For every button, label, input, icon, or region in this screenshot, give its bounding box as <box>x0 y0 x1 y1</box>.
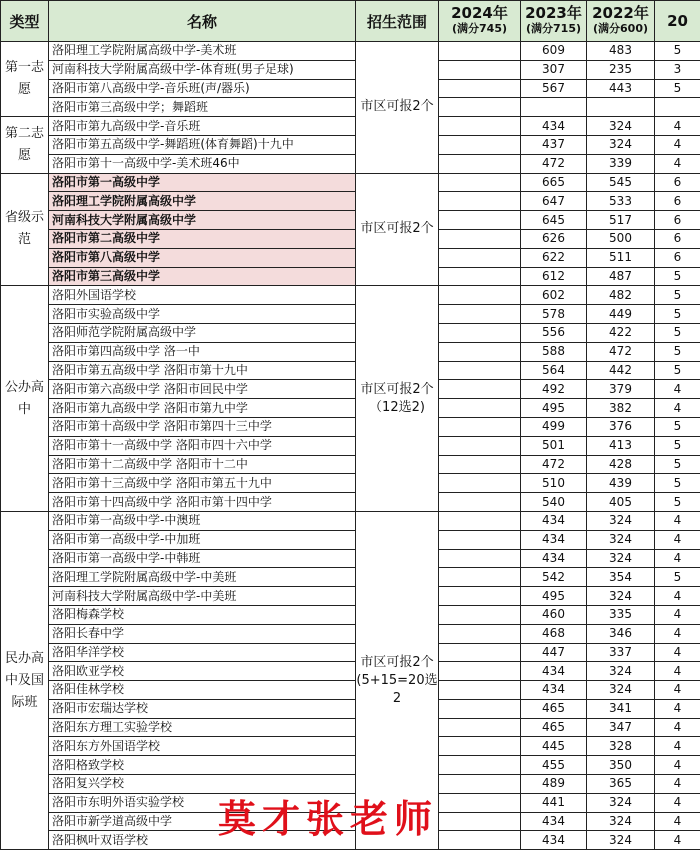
school-name: 洛阳市东明外语实验学校 <box>49 793 356 812</box>
table-row <box>1 380 700 399</box>
score-2024 <box>439 229 521 248</box>
score-2021: 5 <box>655 42 700 61</box>
score-2021: 5 <box>655 286 700 305</box>
table-row <box>1 756 700 775</box>
score-2024 <box>439 267 521 286</box>
header-2022 <box>587 1 655 42</box>
score-2022: 346 <box>587 624 655 643</box>
table-row <box>1 192 700 211</box>
header-name: 名称 <box>49 1 356 42</box>
score-2022: 483 <box>587 42 655 61</box>
header-2024 <box>439 1 521 42</box>
table-row <box>1 737 700 756</box>
watermark-text: 莫才张老师 <box>218 796 438 842</box>
score-2022: 324 <box>587 812 655 831</box>
score-2022: 339 <box>587 154 655 173</box>
score-2022: 405 <box>587 493 655 512</box>
table-row <box>1 399 700 418</box>
table-row <box>1 248 700 267</box>
school-name: 洛阳市新学道高级中学 <box>49 812 356 831</box>
score-2024 <box>439 718 521 737</box>
score-2023: 647 <box>521 192 587 211</box>
score-2024 <box>439 286 521 305</box>
score-2024 <box>439 60 521 79</box>
score-2024 <box>439 436 521 455</box>
table-row <box>1 79 700 98</box>
score-2023: 434 <box>521 511 587 530</box>
score-2022: 365 <box>587 775 655 794</box>
score-2022: 545 <box>587 173 655 192</box>
header-scope: 招生范围 <box>356 1 439 42</box>
score-2022: 328 <box>587 737 655 756</box>
school-name: 洛阳市第十三高级中学 洛阳市第五十九中 <box>49 474 356 493</box>
table-row <box>1 60 700 79</box>
score-2024 <box>439 511 521 530</box>
table-row <box>1 511 700 530</box>
score-2023: 307 <box>521 60 587 79</box>
score-2023: 578 <box>521 305 587 324</box>
score-2024 <box>439 812 521 831</box>
score-2024 <box>439 474 521 493</box>
school-name: 洛阳理工学院附属高级中学 <box>49 192 356 211</box>
score-2021: 4 <box>655 775 700 794</box>
score-2023: 609 <box>521 42 587 61</box>
score-2023: 447 <box>521 643 587 662</box>
school-name: 洛阳师范学院附属高级中学 <box>49 323 356 342</box>
header-2021-year: 20 <box>667 12 688 30</box>
score-2023: 434 <box>521 549 587 568</box>
school-name: 洛阳格致学校 <box>49 756 356 775</box>
score-2022: 337 <box>587 643 655 662</box>
school-name: 洛阳市第九高级中学-音乐班 <box>49 117 356 136</box>
school-name: 洛阳市宏瑞达学校 <box>49 699 356 718</box>
header-2024-year: 2024年 <box>451 4 508 22</box>
score-2024 <box>439 173 521 192</box>
table-row <box>1 624 700 643</box>
score-2021: 5 <box>655 342 700 361</box>
score-2021: 4 <box>655 812 700 831</box>
score-2023: 602 <box>521 286 587 305</box>
score-2022: 354 <box>587 568 655 587</box>
table-row <box>1 493 700 512</box>
score-2024 <box>439 624 521 643</box>
score-2022: 449 <box>587 305 655 324</box>
school-name: 洛阳市实验高级中学 <box>49 305 356 324</box>
score-2021: 4 <box>655 718 700 737</box>
school-name: 洛阳市第五高级中学 洛阳市第十九中 <box>49 361 356 380</box>
score-2022: 324 <box>587 681 655 700</box>
category-cell: 省级示范 <box>1 173 49 286</box>
table-row <box>1 455 700 474</box>
score-2023: 455 <box>521 756 587 775</box>
score-2022: 413 <box>587 436 655 455</box>
table-row <box>1 587 700 606</box>
table-row <box>1 718 700 737</box>
table-row <box>1 775 700 794</box>
header-2022-year: 2022年 <box>592 4 649 22</box>
score-2024 <box>439 587 521 606</box>
score-2022: 428 <box>587 455 655 474</box>
score-2022: 422 <box>587 323 655 342</box>
school-name: 洛阳外国语学校 <box>49 286 356 305</box>
score-2022: 341 <box>587 699 655 718</box>
score-2021: 4 <box>655 756 700 775</box>
score-2023: 434 <box>521 117 587 136</box>
scope-cell: 市区可报2个 <box>356 173 439 286</box>
table-row <box>1 154 700 173</box>
score-2024 <box>439 756 521 775</box>
score-2024 <box>439 831 521 850</box>
score-2022: 324 <box>587 530 655 549</box>
table-row <box>1 361 700 380</box>
score-2023: 499 <box>521 417 587 436</box>
score-2022: 347 <box>587 718 655 737</box>
score-2022: 482 <box>587 286 655 305</box>
score-2022: 487 <box>587 267 655 286</box>
score-2023: 465 <box>521 718 587 737</box>
score-2021: 5 <box>655 568 700 587</box>
score-2023: 564 <box>521 361 587 380</box>
school-name: 洛阳市第十四高级中学 洛阳市第十四中学 <box>49 493 356 512</box>
score-2021: 5 <box>655 493 700 512</box>
score-2021: 5 <box>655 417 700 436</box>
score-2022: 350 <box>587 756 655 775</box>
table-row <box>1 42 700 61</box>
score-2022: 442 <box>587 361 655 380</box>
table-row <box>1 267 700 286</box>
school-name: 洛阳欧亚学校 <box>49 662 356 681</box>
score-2021: 4 <box>655 154 700 173</box>
score-2024 <box>439 455 521 474</box>
category-cell: 第一志愿 <box>1 42 49 117</box>
school-name: 洛阳市第四高级中学 洛一中 <box>49 342 356 361</box>
score-2021: 3 <box>655 60 700 79</box>
score-2021: 4 <box>655 699 700 718</box>
score-2023: 612 <box>521 267 587 286</box>
score-2024 <box>439 530 521 549</box>
score-2021: 4 <box>655 530 700 549</box>
score-2023: 468 <box>521 624 587 643</box>
score-2024 <box>439 323 521 342</box>
table-row <box>1 286 700 305</box>
school-name: 洛阳华洋学校 <box>49 643 356 662</box>
score-2021: 4 <box>655 399 700 418</box>
score-2022: 335 <box>587 605 655 624</box>
table-row <box>1 662 700 681</box>
score-2022: 324 <box>587 587 655 606</box>
score-2023: 434 <box>521 662 587 681</box>
score-2024 <box>439 42 521 61</box>
header-2023-year: 2023年 <box>525 4 582 22</box>
score-2024 <box>439 248 521 267</box>
score-2023: 472 <box>521 455 587 474</box>
score-2024 <box>439 493 521 512</box>
category-cell: 第二志愿 <box>1 117 49 173</box>
score-2021: 4 <box>655 737 700 756</box>
score-2024 <box>439 79 521 98</box>
score-2023: 445 <box>521 737 587 756</box>
score-2024 <box>439 305 521 324</box>
score-2023: 492 <box>521 380 587 399</box>
score-2022: 324 <box>587 831 655 850</box>
table-row <box>1 568 700 587</box>
score-2024 <box>439 380 521 399</box>
table-row <box>1 681 700 700</box>
table-row <box>1 117 700 136</box>
school-name: 洛阳市第十一高级中学 洛阳市四十六中学 <box>49 436 356 455</box>
score-2023: 441 <box>521 793 587 812</box>
score-2024 <box>439 549 521 568</box>
score-2022: 382 <box>587 399 655 418</box>
score-2023: 472 <box>521 154 587 173</box>
score-2024 <box>439 98 521 117</box>
score-2023: 434 <box>521 812 587 831</box>
school-name: 洛阳理工学院附属高级中学-中美班 <box>49 568 356 587</box>
table-row <box>1 436 700 455</box>
school-name: 洛阳市第十一高级中学-美术班46中 <box>49 154 356 173</box>
score-2022: 235 <box>587 60 655 79</box>
score-2024 <box>439 793 521 812</box>
score-2024 <box>439 737 521 756</box>
score-2024 <box>439 192 521 211</box>
table-body <box>1 42 700 850</box>
score-2023: 460 <box>521 605 587 624</box>
school-name: 洛阳市第一高级中学-中韩班 <box>49 549 356 568</box>
score-2022: 324 <box>587 549 655 568</box>
score-2024 <box>439 681 521 700</box>
score-2024 <box>439 775 521 794</box>
header-2021 <box>655 1 700 42</box>
score-2023: 434 <box>521 530 587 549</box>
score-2021: 6 <box>655 211 700 230</box>
school-name: 洛阳市第十二高级中学 洛阳市十二中 <box>49 455 356 474</box>
score-2022: 379 <box>587 380 655 399</box>
score-2021: 4 <box>655 511 700 530</box>
school-name: 洛阳长春中学 <box>49 624 356 643</box>
score-2024 <box>439 342 521 361</box>
score-2021: 4 <box>655 793 700 812</box>
score-2021: 4 <box>655 605 700 624</box>
school-name: 洛阳东方外国语学校 <box>49 737 356 756</box>
score-2023: 626 <box>521 229 587 248</box>
table-row <box>1 342 700 361</box>
score-2023: 465 <box>521 699 587 718</box>
header-row <box>1 1 700 42</box>
school-name: 洛阳市第一高级中学-中澳班 <box>49 511 356 530</box>
school-name: 洛阳市第三高级中学；舞蹈班 <box>49 98 356 117</box>
score-2023: 542 <box>521 568 587 587</box>
score-2024 <box>439 135 521 154</box>
score-2023: 434 <box>521 681 587 700</box>
scope-cell: 市区可报2个 <box>356 42 439 174</box>
score-2021: 5 <box>655 305 700 324</box>
header-2022-max: (满分600) <box>587 21 654 36</box>
school-name: 洛阳市第六高级中学 洛阳市回民中学 <box>49 380 356 399</box>
score-2021: 6 <box>655 173 700 192</box>
table-row <box>1 211 700 230</box>
score-2021: 4 <box>655 831 700 850</box>
score-2022: 533 <box>587 192 655 211</box>
score-2024 <box>439 568 521 587</box>
score-2022: 472 <box>587 342 655 361</box>
score-2022: 324 <box>587 135 655 154</box>
header-2023 <box>521 1 587 42</box>
school-name: 河南科技大学附属高级中学-中美班 <box>49 587 356 606</box>
score-2023 <box>521 98 587 117</box>
score-2021: 4 <box>655 624 700 643</box>
score-2022: 511 <box>587 248 655 267</box>
score-2024 <box>439 643 521 662</box>
score-2022: 324 <box>587 511 655 530</box>
score-2022: 500 <box>587 229 655 248</box>
score-2023: 437 <box>521 135 587 154</box>
header-2023-max: (满分715) <box>521 21 586 36</box>
score-2022: 324 <box>587 662 655 681</box>
school-name: 洛阳市第一高级中学-中加班 <box>49 530 356 549</box>
score-2023: 622 <box>521 248 587 267</box>
school-name: 河南科技大学附属高级中学-体育班(男子足球) <box>49 60 356 79</box>
score-2023: 556 <box>521 323 587 342</box>
score-2023: 567 <box>521 79 587 98</box>
score-2022: 517 <box>587 211 655 230</box>
school-name: 洛阳东方理工实验学校 <box>49 718 356 737</box>
score-2021: 6 <box>655 248 700 267</box>
score-2023: 540 <box>521 493 587 512</box>
school-name: 洛阳理工学院附属高级中学-美术班 <box>49 42 356 61</box>
score-2023: 495 <box>521 587 587 606</box>
score-2024 <box>439 699 521 718</box>
score-2024 <box>439 605 521 624</box>
score-2021: 5 <box>655 474 700 493</box>
table-row <box>1 135 700 154</box>
score-2022: 439 <box>587 474 655 493</box>
score-2021: 5 <box>655 267 700 286</box>
score-2021: 4 <box>655 117 700 136</box>
school-name: 洛阳市第三高级中学 <box>49 267 356 286</box>
school-name: 洛阳梅森学校 <box>49 605 356 624</box>
score-2023: 434 <box>521 831 587 850</box>
scope-cell: 市区可报2个（12选2) <box>356 286 439 512</box>
score-2023: 588 <box>521 342 587 361</box>
category-cell: 公办高中 <box>1 286 49 512</box>
score-2024 <box>439 361 521 380</box>
score-2022: 324 <box>587 793 655 812</box>
score-2023: 495 <box>521 399 587 418</box>
scope-cell: 市区可报2个(5+15=20选2 <box>356 511 439 849</box>
school-name: 洛阳市第十高级中学 洛阳市第四十三中学 <box>49 417 356 436</box>
score-2021: 4 <box>655 135 700 154</box>
score-2024 <box>439 211 521 230</box>
score-2021: 4 <box>655 662 700 681</box>
score-2023: 510 <box>521 474 587 493</box>
score-2024 <box>439 117 521 136</box>
score-2023: 489 <box>521 775 587 794</box>
score-2022: 443 <box>587 79 655 98</box>
school-name: 洛阳市第八高级中学 <box>49 248 356 267</box>
score-2021: 4 <box>655 549 700 568</box>
score-2024 <box>439 662 521 681</box>
score-2023: 501 <box>521 436 587 455</box>
score-2022: 376 <box>587 417 655 436</box>
table-row <box>1 643 700 662</box>
school-name: 洛阳市第一高级中学 <box>49 173 356 192</box>
school-name: 洛阳复兴学校 <box>49 775 356 794</box>
table-row <box>1 229 700 248</box>
table-row <box>1 323 700 342</box>
score-2021: 4 <box>655 643 700 662</box>
table-row <box>1 305 700 324</box>
score-2021: 4 <box>655 681 700 700</box>
header-type: 类型 <box>1 1 49 42</box>
table-row <box>1 474 700 493</box>
school-name: 洛阳佳林学校 <box>49 681 356 700</box>
score-2022 <box>587 98 655 117</box>
score-2024 <box>439 417 521 436</box>
score-2021: 5 <box>655 436 700 455</box>
score-2021: 4 <box>655 380 700 399</box>
score-2023: 665 <box>521 173 587 192</box>
score-2021: 5 <box>655 455 700 474</box>
school-name: 洛阳市第二高级中学 <box>49 229 356 248</box>
score-2021: 5 <box>655 79 700 98</box>
school-name: 洛阳市第五高级中学-舞蹈班(体育舞蹈)十九中 <box>49 135 356 154</box>
score-2021 <box>655 98 700 117</box>
score-2021: 5 <box>655 361 700 380</box>
table-row <box>1 98 700 117</box>
table-row <box>1 530 700 549</box>
table-row <box>1 549 700 568</box>
score-2021: 6 <box>655 229 700 248</box>
score-2021: 4 <box>655 587 700 606</box>
table-row <box>1 173 700 192</box>
score-2021: 5 <box>655 323 700 342</box>
score-2024 <box>439 154 521 173</box>
score-2023: 645 <box>521 211 587 230</box>
school-name: 洛阳市第九高级中学 洛阳市第九中学 <box>49 399 356 418</box>
table-row <box>1 417 700 436</box>
table-row <box>1 699 700 718</box>
score-2022: 324 <box>587 117 655 136</box>
table-row <box>1 605 700 624</box>
school-name: 河南科技大学附属高级中学 <box>49 211 356 230</box>
score-2024 <box>439 399 521 418</box>
category-cell: 民办高中及国际班 <box>1 511 49 849</box>
school-name: 洛阳市第八高级中学-音乐班(声/器乐) <box>49 79 356 98</box>
header-2024-max: (满分745) <box>439 21 520 36</box>
school-name: 洛阳枫叶双语学校 <box>49 831 356 850</box>
score-2021: 6 <box>655 192 700 211</box>
